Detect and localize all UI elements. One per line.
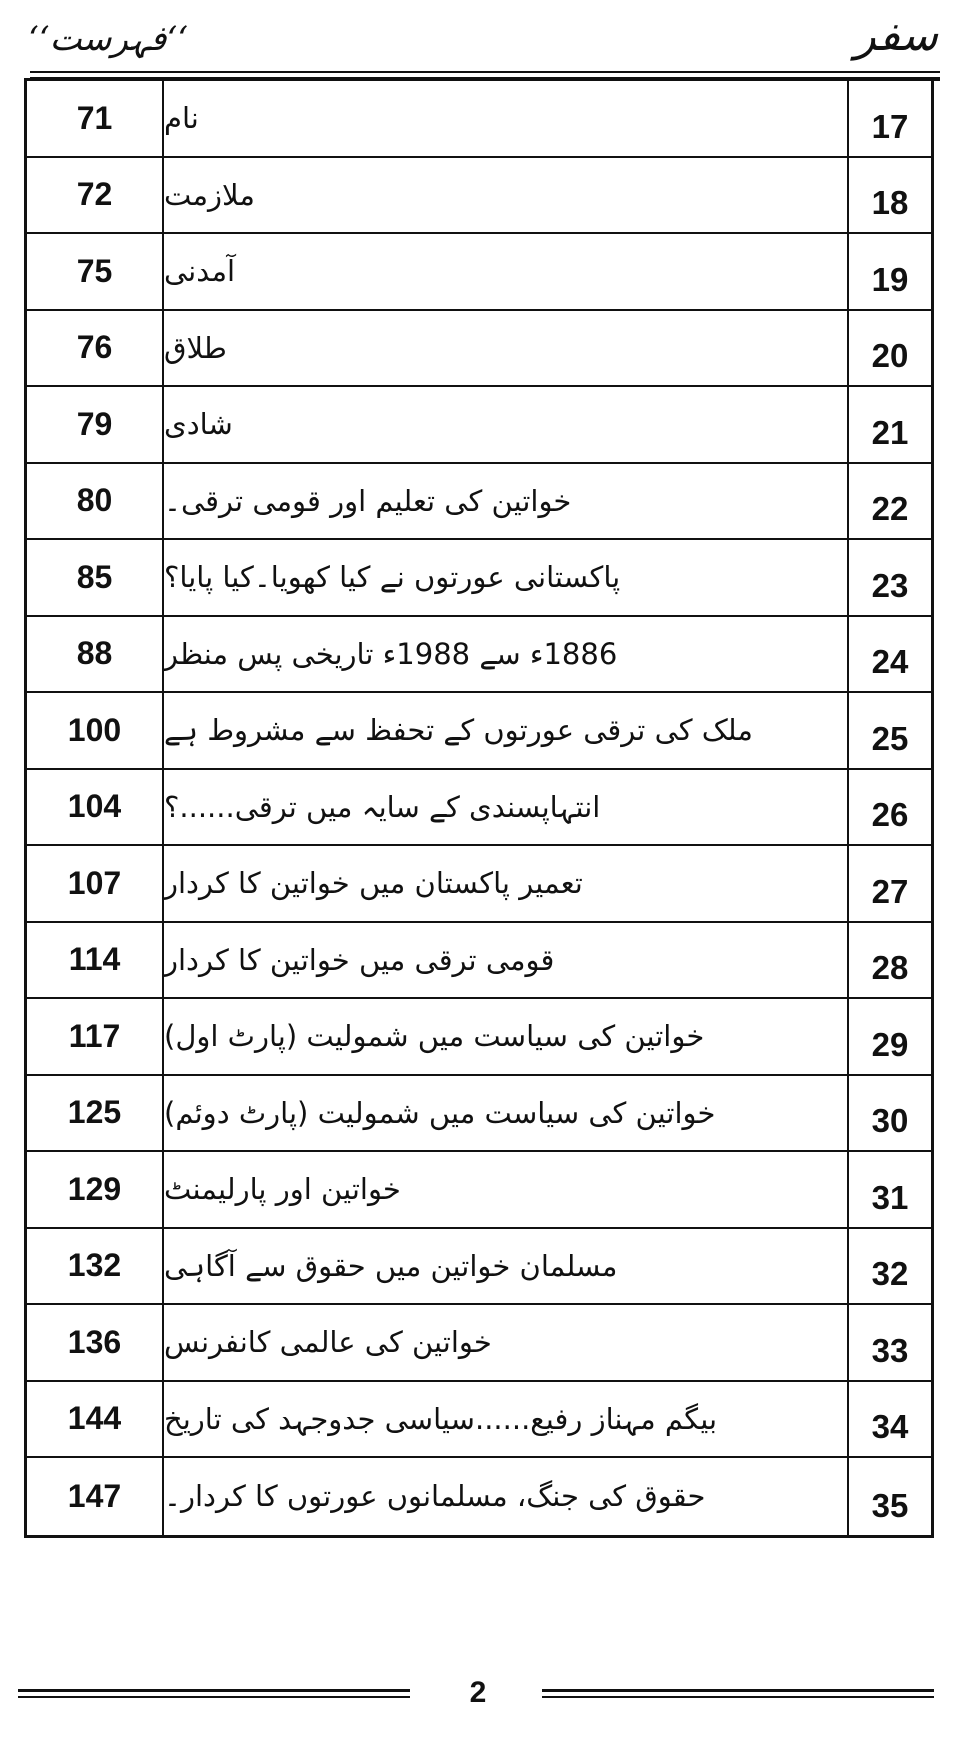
chapter-number: 20 xyxy=(871,337,909,374)
table-row xyxy=(27,1076,931,1153)
page-ref: 144 xyxy=(27,1382,164,1457)
page-ref: 76 xyxy=(27,311,164,386)
section-label: ‘‘فہرست‘‘ xyxy=(28,19,189,59)
chapter-number: 19 xyxy=(871,260,909,298)
chapter-title: پاکستانی عورتوں نے کیا کھویا۔کیا پایا؟ xyxy=(164,540,849,615)
chapter-number: 25 xyxy=(871,719,909,757)
page-ref: 80 xyxy=(27,464,164,539)
footer-rule-left xyxy=(18,1689,410,1692)
page-ref: 117 xyxy=(27,999,164,1074)
chapter-number: 29 xyxy=(871,1025,909,1063)
contents-table xyxy=(24,78,934,1538)
table-row xyxy=(27,923,931,1000)
page-ref: 75 xyxy=(27,234,164,309)
chapter-title: خواتین اور پارلیمنٹ xyxy=(164,1152,849,1227)
footer-rule-right-thin xyxy=(542,1696,934,1698)
chapter-number: 34 xyxy=(871,1408,909,1445)
chapter-number: 35 xyxy=(871,1486,909,1524)
page-ref: 147 xyxy=(27,1458,164,1535)
header-rule xyxy=(30,71,940,73)
page-ref: 85 xyxy=(27,540,164,615)
chapter-title: انتہاپسندی کے سایہ میں ترقی......؟ xyxy=(164,770,849,845)
page-ref: 129 xyxy=(27,1152,164,1227)
chapter-title: خواتین کی عالمی کانفرنس xyxy=(164,1305,849,1380)
page-ref: 100 xyxy=(27,693,164,768)
chapter-number: 23 xyxy=(871,566,909,604)
chapter-number: 17 xyxy=(871,107,909,145)
chapter-title: طلاق xyxy=(164,311,849,386)
footer-rule-right xyxy=(542,1689,934,1692)
page-ref: 125 xyxy=(27,1076,164,1151)
chapter-number: 31 xyxy=(871,1178,909,1216)
table-row xyxy=(27,81,931,158)
chapter-number: 24 xyxy=(871,643,909,680)
table-row xyxy=(27,1305,931,1382)
chapter-title: آمدنی xyxy=(164,234,849,309)
chapter-title: بیگم مہناز رفیع......سیاسی جدوجہد کی تاریخ xyxy=(164,1382,849,1457)
footer-rule-left-thin xyxy=(18,1696,410,1698)
table-row xyxy=(27,1152,931,1229)
table-row xyxy=(27,387,931,464)
chapter-title: قومی ترقی میں خواتین کا کردار xyxy=(164,923,849,998)
table-row xyxy=(27,1382,931,1459)
table-row xyxy=(27,311,931,388)
chapter-title: خواتین کی سیاست میں شمولیت (پارٹ اول) xyxy=(164,999,849,1074)
chapter-number: 18 xyxy=(871,184,909,221)
page-ref: 107 xyxy=(27,846,164,921)
table-row xyxy=(27,693,931,770)
page-ref: 79 xyxy=(27,387,164,462)
page-number: 2 xyxy=(469,1676,487,1709)
page-ref: 114 xyxy=(27,923,164,998)
page-ref: 72 xyxy=(27,158,164,233)
chapter-number: 22 xyxy=(871,490,909,527)
page-ref: 71 xyxy=(27,81,164,156)
chapter-title: خواتین کی سیاست میں شمولیت (پارٹ دوئم) xyxy=(164,1076,849,1151)
table-row xyxy=(27,158,931,235)
chapter-title: نام xyxy=(164,81,849,156)
table-row xyxy=(27,770,931,847)
chapter-number: 30 xyxy=(871,1102,909,1139)
table-row xyxy=(27,617,931,694)
chapter-number: 28 xyxy=(871,949,909,986)
chapter-title: ملک کی ترقی عورتوں کے تحفظ سے مشروط ہے xyxy=(164,693,849,768)
chapter-title: حقوق کی جنگ، مسلمانوں عورتوں کا کردار۔ xyxy=(164,1458,849,1535)
page-ref: 104 xyxy=(27,770,164,845)
table-row xyxy=(27,540,931,617)
chapter-title: شادی xyxy=(164,387,849,462)
page-ref: 136 xyxy=(27,1305,164,1380)
page-ref: 88 xyxy=(27,617,164,692)
chapter-title: تعمیر پاکستان میں خواتین کا کردار xyxy=(164,846,849,921)
table-row xyxy=(27,234,931,311)
chapter-number: 26 xyxy=(871,796,909,833)
table-row xyxy=(27,999,931,1076)
chapter-number: 32 xyxy=(871,1255,909,1292)
chapter-title: مسلمان خواتین میں حقوق سے آگاہی xyxy=(164,1229,849,1304)
page-ref: 132 xyxy=(27,1229,164,1304)
table-row xyxy=(27,1458,931,1535)
book-title: سفر xyxy=(854,10,938,61)
chapter-number: 33 xyxy=(871,1331,909,1369)
chapter-number: 21 xyxy=(871,413,909,451)
table-row xyxy=(27,846,931,923)
table-row xyxy=(27,464,931,541)
chapter-title: ملازمت xyxy=(164,158,849,233)
chapter-title: 1886ء سے 1988ء تاریخی پس منظر xyxy=(164,617,849,692)
chapter-title: خواتین کی تعلیم اور قومی ترقی۔ xyxy=(164,464,849,539)
chapter-number: 27 xyxy=(871,872,909,910)
table-row xyxy=(27,1229,931,1306)
